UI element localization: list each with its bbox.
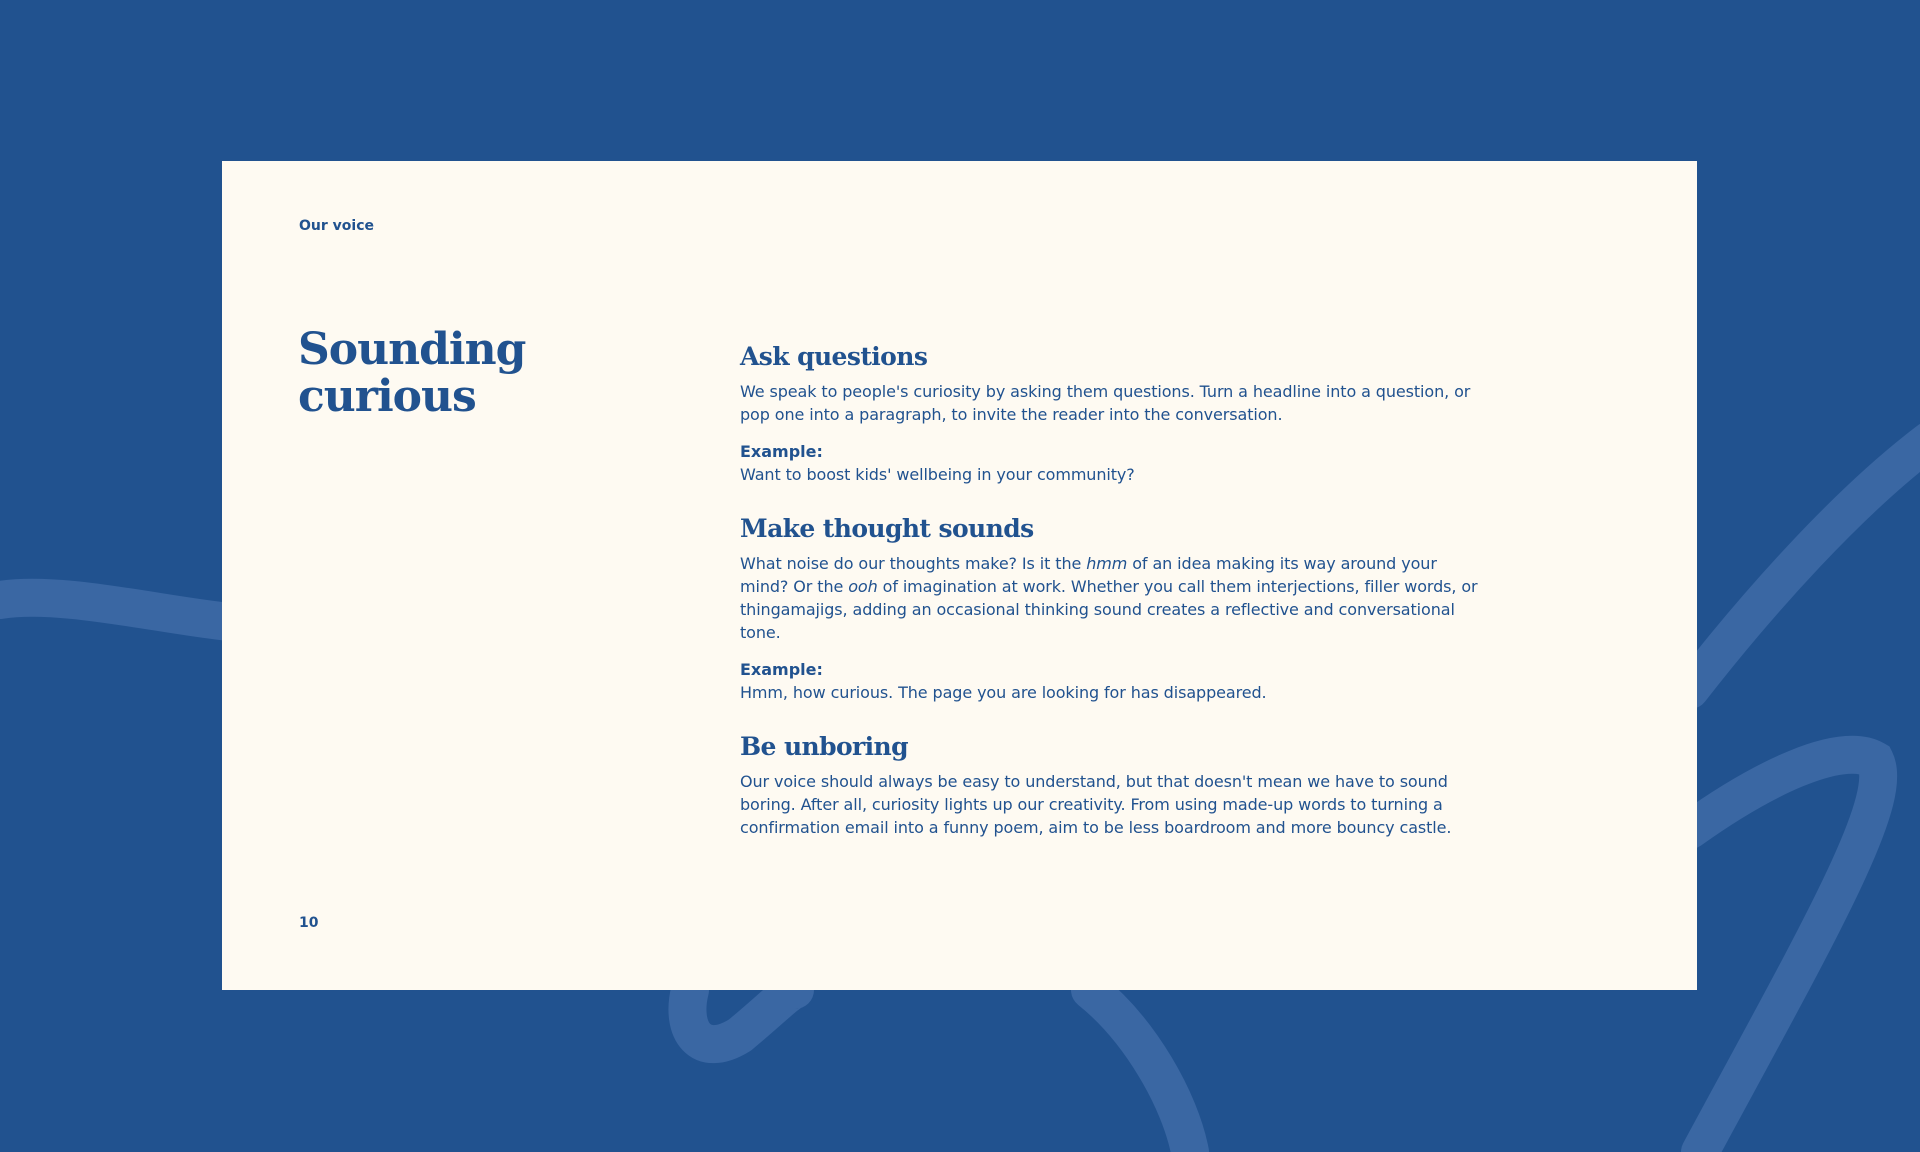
example-label: Example: <box>740 660 823 679</box>
example-text: Want to boost kids' wellbeing in your community? <box>740 465 1135 484</box>
body-text: What noise do our thoughts make? Is it the <box>740 554 1087 573</box>
body-text: of an idea making its way around your mind? Or the <box>740 554 1437 596</box>
page-title <box>298 326 598 420</box>
body-text: of imagination at work. Whether you call them interjections, filler words, or thingamajigs, adding an occasional thinking sound creates a reflective and conversational tone. <box>740 577 1478 642</box>
guidelines-content <box>740 341 1480 866</box>
body-emphasis-ooh: ooh <box>848 577 878 596</box>
guideline-heading: Make thought sounds <box>740 514 1034 543</box>
body-emphasis-hmm: hmm <box>1086 554 1128 573</box>
guideline-make-thought-sounds <box>740 513 1480 704</box>
guideline-body: We speak to people's curiosity by asking them questions. Turn a headline into a question, or pop one into a paragraph, to invite the reader into the conversation. <box>740 382 1471 424</box>
page-title-line-2: curious <box>298 371 476 422</box>
guideline-be-unboring <box>740 731 1480 839</box>
guideline-heading: Ask questions <box>740 342 928 371</box>
page-number: 10 <box>299 915 319 931</box>
guideline-body <box>740 552 1480 644</box>
content-card <box>222 161 1697 990</box>
section-label: Our voice <box>299 218 374 234</box>
guideline-heading: Be unboring <box>740 732 908 761</box>
example-text: Hmm, how curious. The page you are looking for has disappeared. <box>740 683 1267 702</box>
example-label: Example: <box>740 442 823 461</box>
guideline-ask-questions <box>740 341 1480 486</box>
guideline-body: Our voice should always be easy to understand, but that doesn't mean we have to sound boring. After all, curiosity lights up our creativity. From using made-up words to turning a confirmation email into a funny poem, aim to be less boardroom and more bouncy castle. <box>740 772 1452 837</box>
page-title-line-1: Sounding <box>298 324 526 375</box>
